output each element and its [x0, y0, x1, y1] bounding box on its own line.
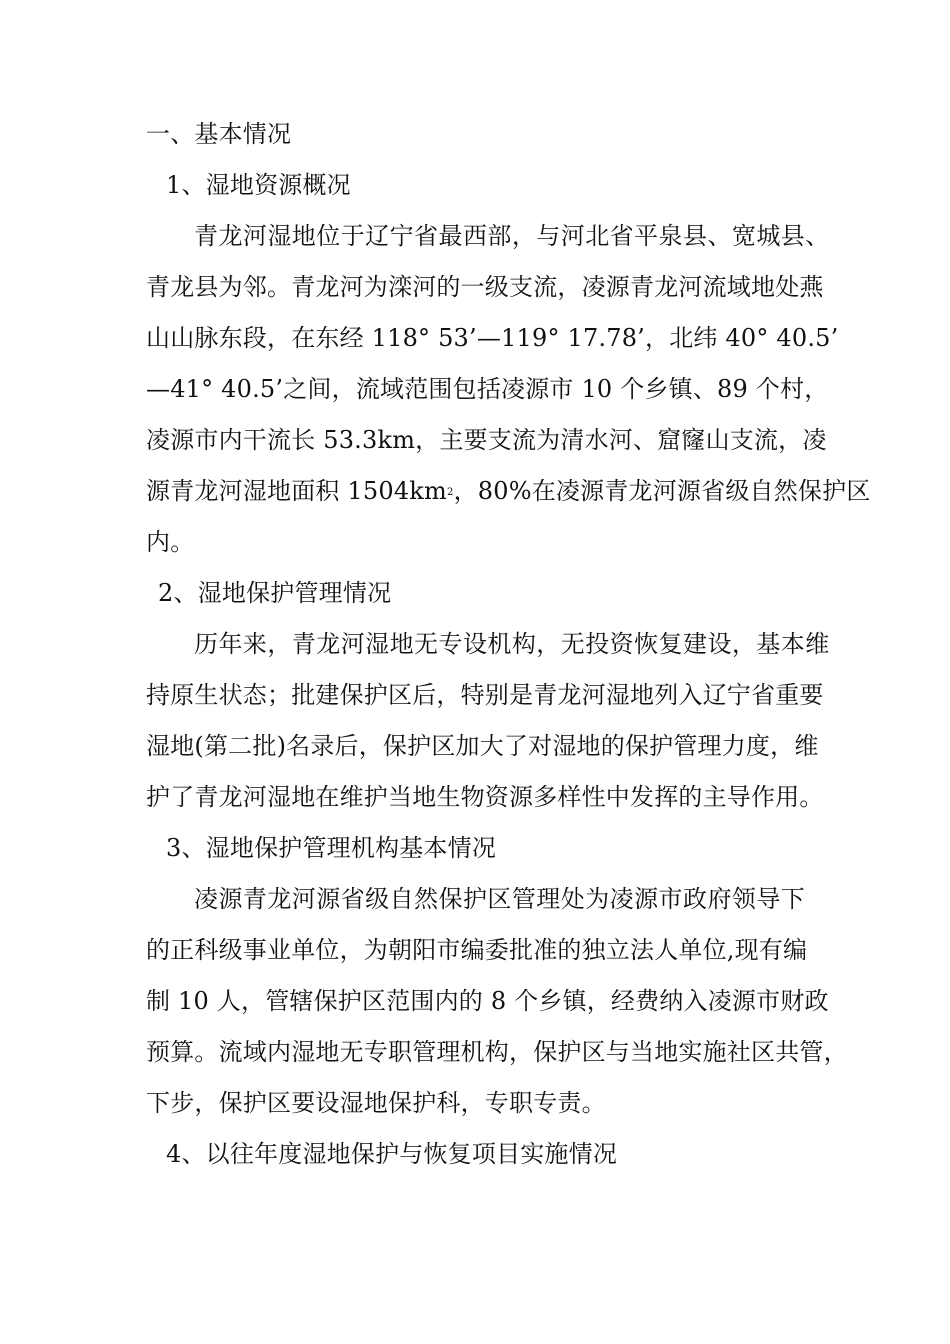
main-heading: 一、基本情况	[146, 120, 292, 148]
section-1-line-5: 凌源市内干流长 53.3km，主要支流为清水河、窟窿山支流，凌	[146, 426, 827, 454]
section-1-line-4: —41° 40.5’之间，流域范围包括凌源市 10 个乡镇、89 个村，	[146, 375, 829, 403]
section-3-line-3: 制 10 人，管辖保护区范围内的 8 个乡镇，经费纳入凌源市财政	[146, 987, 829, 1015]
section-1-line-3: 山山脉东段，在东经 118° 53’—119° 17.78’，北纬 40° 40.5’	[146, 324, 839, 352]
section-3-line-2: 的正科级事业单位，为朝阳市编委批准的独立法人单位,现有编	[146, 936, 808, 964]
section-4-heading: 4、以往年度湿地保护与恢复项目实施情况	[166, 1140, 618, 1168]
section-2-line-4: 护了青龙河湿地在维护当地生物资源多样性中发挥的主导作用。	[146, 783, 824, 811]
section-1-line-7: 内。	[146, 528, 195, 556]
section-1-line-6	[146, 475, 871, 507]
section-3-line-4: 预算。流域内湿地无专职管理机构，保护区与当地实施社区共管，	[146, 1038, 848, 1066]
section-3-heading: 3、湿地保护管理机构基本情况	[166, 834, 497, 862]
section-1-heading: 1、湿地资源概况	[166, 171, 351, 199]
area-unit-exponent: 2	[447, 487, 454, 498]
section-2-line-1: 历年来，青龙河湿地无专设机构，无投资恢复建设，基本维	[194, 630, 830, 658]
section-3-line-5: 下步，保护区要设湿地保护科，专职专责。	[146, 1089, 606, 1117]
area-text-cont: ，80%在凌源青龙河源省级自然保护区	[453, 477, 871, 505]
section-2-line-3: 湿地(第二批)名录后，保护区加大了对湿地的保护管理力度，维	[146, 732, 819, 760]
area-text: 源青龙河湿地面积 1504km	[146, 477, 448, 505]
section-3-line-1: 凌源青龙河源省级自然保护区管理处为凌源市政府领导下	[194, 885, 806, 913]
section-2-line-2: 持原生状态；批建保护区后，特别是青龙河湿地列入辽宁省重要	[146, 681, 824, 709]
section-2-heading: 2、湿地保护管理情况	[158, 579, 392, 607]
section-1-line-2: 青龙县为邻。青龙河为滦河的一级支流，凌源青龙河流域地处燕	[146, 273, 824, 301]
section-1-line-1: 青龙河湿地位于辽宁省最西部，与河北省平泉县、宽城县、	[194, 222, 830, 250]
